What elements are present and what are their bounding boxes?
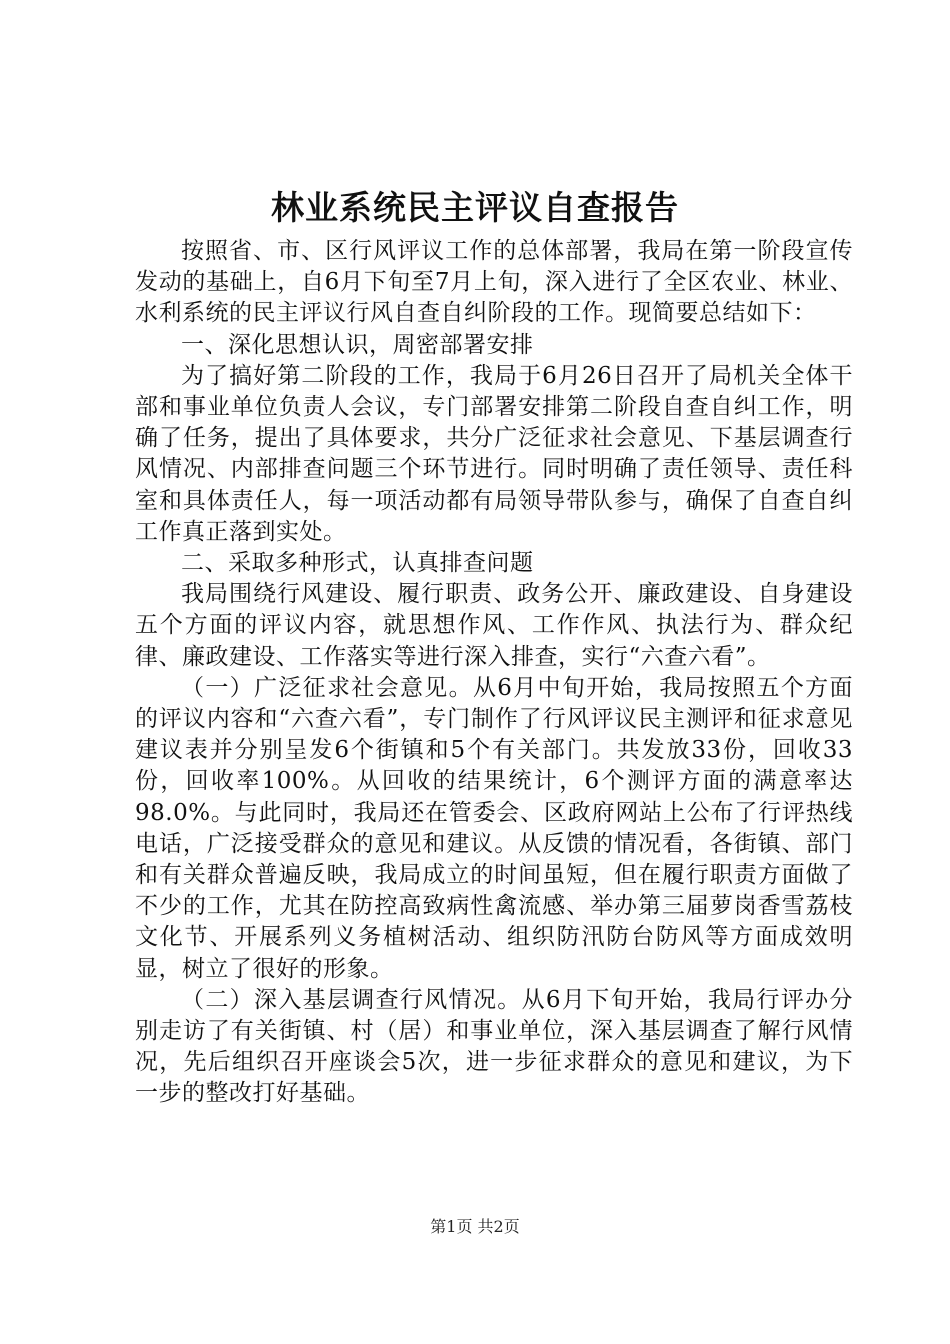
section-heading-2: 二、采取多种形式，认真排查问题 — [181, 550, 534, 577]
document-body — [135, 236, 853, 1110]
document-title: 林业系统民主评议自查报告 — [271, 188, 679, 227]
page-footer: 第1页 共2页 — [430, 1217, 520, 1236]
subsection-1-paragraph: （一）广泛征求社会意见。从6月中旬开始，我局按照五个方面的评议内容和“六查六看”，专门制作了行风评议民主测评和征求意见建议表并分别呈发6个街镇和5个有关部门。共发放33份，回收33份，回收率100%。从回收的结果统计，6个测评方面的满意率达98.0%。与此同时，我局还在管委会、区政府网站上公布了行评热线电话，广泛接受群众的意见和建议。从反馈的情况看，各街镇、部门和有关群众普遍反映，我局成立的时间虽短，但在履行职责方面做了不少的工作，尤其在防控高致病性禽流感、举办第三届萝岗香雪荔枝文化节、开展系列义务植树活动、组织防汛防台防风等方面成效明显，树立了很好的形象。 — [135, 674, 853, 982]
section-heading-1: 一、深化思想认识，周密部署安排 — [181, 331, 534, 358]
section-1-paragraph: 为了搞好第二阶段的工作，我局于6月26日召开了局机关全体干部和事业单位负责人会议，专门部署安排第二阶段自查自纠工作，明确了任务，提出了具体要求，共分广泛征求社会意见、下基层调查行风情况、内部排查问题三个环节进行。同时明确了责任领导、责任科室和具体责任人，每一项活动都有局领导带队参与，确保了自查自纠工作真正落到实处。 — [135, 362, 853, 545]
section-2-paragraph: 我局围绕行风建设、履行职责、政务公开、廉政建设、自身建设五个方面的评议内容，就思想作风、工作作风、执法行为、群众纪律、廉政建设、工作落实等进行深入排查，实行“六查六看”。 — [135, 581, 853, 670]
subsection-2-paragraph: （二）深入基层调查行风情况。从6月下旬开始，我局行评办分别走访了有关街镇、村（居）和事业单位，深入基层调查了解行风情况，先后组织召开座谈会5次，进一步征求群众的意见和建议，为下一步的整改打好基础。 — [135, 986, 853, 1107]
intro-paragraph: 按照省、市、区行风评议工作的总体部署，我局在第一阶段宣传发动的基础上，自6月下旬至7月上旬，深入进行了全区农业、林业、水利系统的民主评议行风自查自纠阶段的工作。现简要总结如下： — [135, 238, 853, 327]
